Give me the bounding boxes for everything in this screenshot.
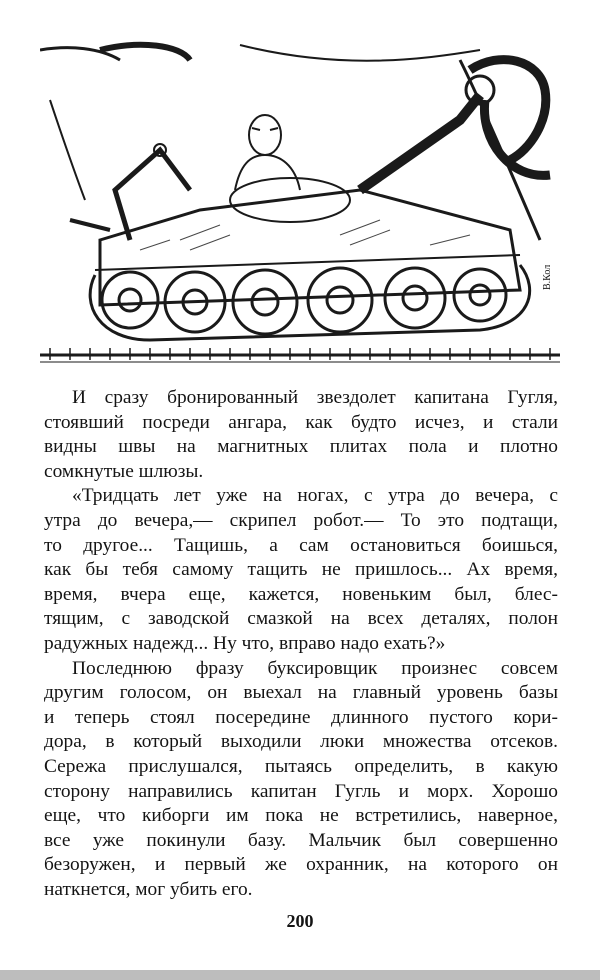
text-line: видны швы на магнитных плитах пола и плотно (44, 436, 558, 458)
body-text (44, 386, 558, 902)
text-line: радужных надежд... Ну что, вправо надо ехать?» (44, 632, 446, 654)
text-line: еще, что киборги им пока не встретились, наверное, (44, 805, 558, 827)
text-line: другим голосом, он выехал на главный уровень базы (44, 682, 558, 704)
text-line: Последнюю фразу буксировщик произнес совсем (72, 657, 558, 679)
text-line: тящим, с заводской смазкой на всех деталях, полон (44, 608, 558, 630)
text-line: время, вчера еще, кажется, новеньким был, блес- (44, 583, 558, 605)
text-line: «Тридцать лет уже на ногах, с утра до вечера, с (72, 485, 558, 507)
text-line: все уже покинули базу. Мальчик был совершенно (44, 829, 558, 851)
text-line: дора, в который выходили люки множества отсеков. (44, 731, 558, 753)
paragraph-3 (44, 657, 558, 903)
text-line: сомкнутые шлюзы. (44, 460, 204, 482)
page-number: 200 (286, 911, 314, 931)
text-line: Сережа прислушался, пытаясь определить, в какую (44, 755, 558, 777)
text-line: стоявший посреди ангара, как будто исчез, и стали (44, 411, 558, 433)
paragraph-2 (44, 484, 558, 656)
text-line: наткнется, мог убить его. (44, 878, 253, 900)
text-line: как бы тебя самому тащить не пришлось... Ах время, (44, 559, 558, 581)
text-line: утра до вечера,— скрипел робот.— То это подтащи, (44, 509, 558, 531)
tank-robot-illustration (40, 40, 560, 370)
text-line: И сразу бронированный звездолет капитана Гугля, (72, 387, 558, 408)
text-line: то другое... Тащишь, а сам остановиться боишься, (44, 534, 558, 556)
text-line: сторону направились капитан Гугль и морх. Хорошо (44, 780, 558, 802)
illustrator-signature: В.Кол (542, 264, 553, 290)
scan-edge (0, 970, 600, 980)
text-line: безоружен, и первый же охранник, на которого он (44, 854, 558, 876)
text-line: и теперь стоял посередине длинного пустого кори- (44, 706, 558, 728)
tank-robot-drawing (40, 40, 560, 370)
paragraph-1 (44, 386, 558, 484)
